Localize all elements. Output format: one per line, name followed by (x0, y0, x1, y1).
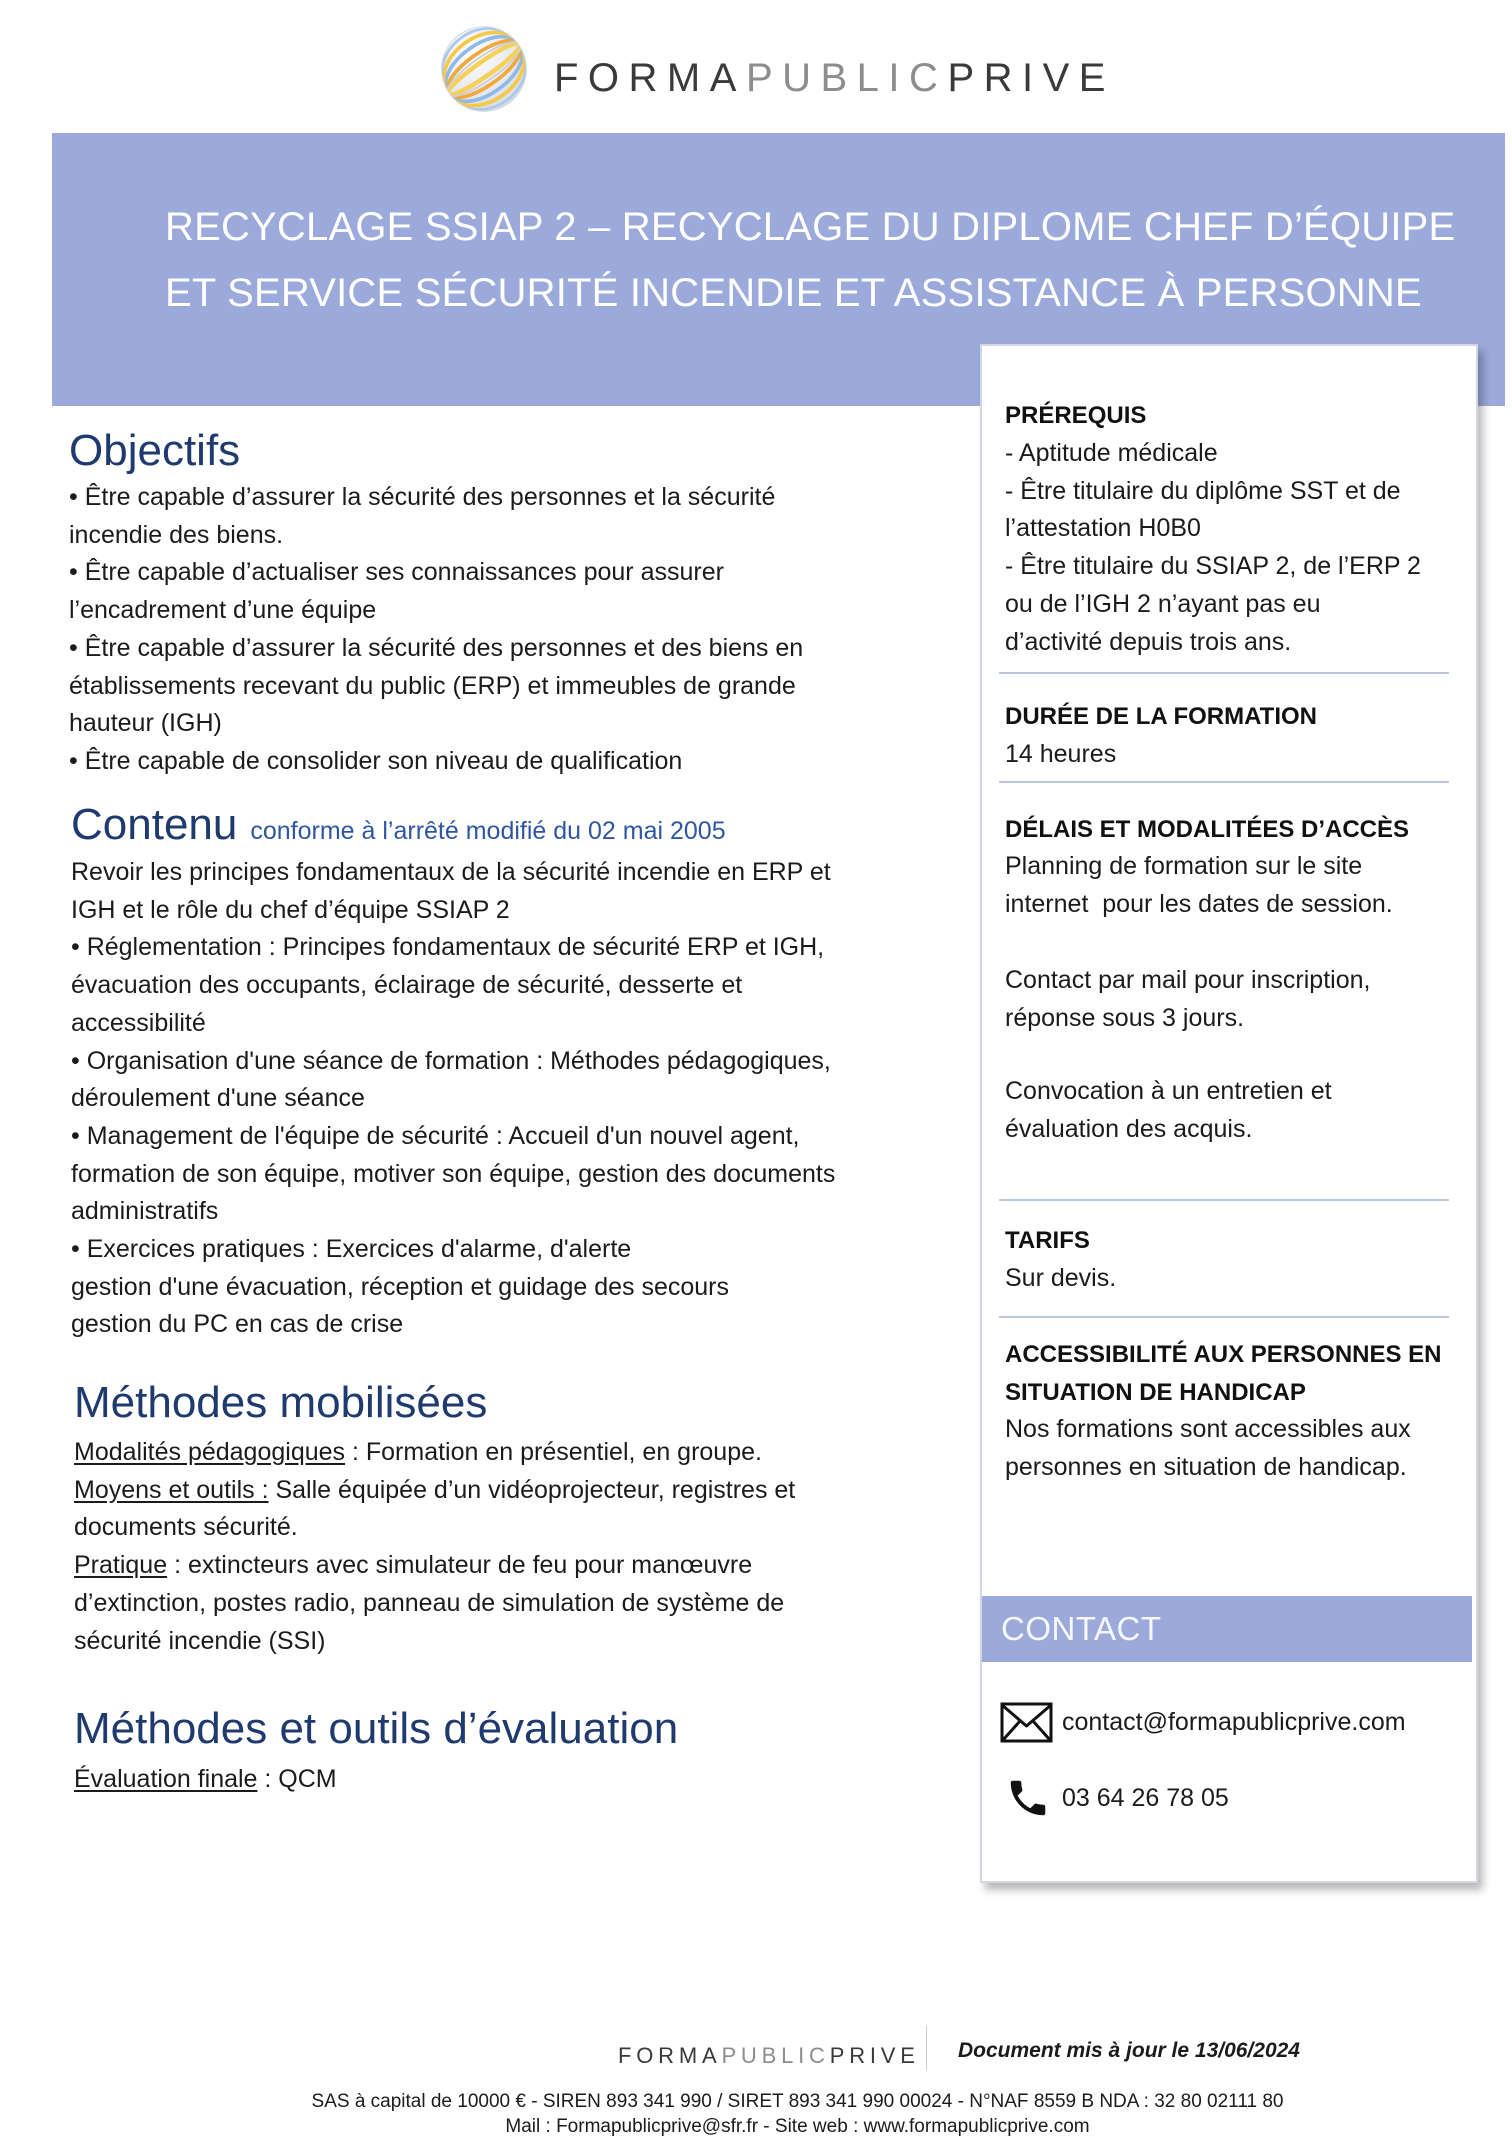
method-text: Salle équipée d’un vidéoprojecteur, registres et documents sécurité. (74, 1475, 796, 1542)
contenu-intro: Revoir les principes fondamentaux de la sécurité incendie en ERP et IGH et le rôle du chef d’équipe SSIAP 2 (71, 858, 831, 924)
list-item: • Être capable d’assurer la sécurité des personnes et la sécurité incendie des biens. (69, 483, 776, 549)
logo-part-forma: FORMA (618, 2043, 722, 2068)
legal-info: SAS à capital de 10000 € - SIREN 893 341 990 / SIRET 893 341 990 00024 - N°NAF 8559 B NDA : 32 80 02111 80 (311, 2091, 1284, 2112)
contenu-subheading: conforme à l’arrêté modifié du 02 mai 2005 (250, 817, 726, 845)
divider (999, 1316, 1449, 1318)
list-item (74, 1434, 795, 1472)
footer-separator (926, 2026, 927, 2070)
contenu-heading-row (71, 799, 726, 857)
contact-header-bar (982, 1596, 1472, 1662)
logo-part-forma: FORMA (554, 56, 746, 100)
list-item: • Être capable de consolider son niveau de qualification (69, 746, 683, 775)
methodes-list (74, 1434, 795, 1660)
list-item (74, 1472, 795, 1547)
method-text: : extincteurs avec simulateur de feu pour manœuvre d’extinction, postes radio, panneau de simulation de système de sécurité incendie (SSI) (74, 1551, 785, 1655)
accessibilite-text: Nos formations sont accessibles aux personnes en situation de handicap. (1005, 1415, 1411, 1481)
objectifs-list (69, 479, 803, 781)
brand-logo-text (554, 54, 1115, 102)
divider (999, 781, 1449, 783)
contact-phone: 03 64 26 78 05 (1062, 1784, 1229, 1812)
objectifs-heading: Objectifs (69, 426, 241, 475)
list-item: • Exercices pratiques : Exercices d'alarme, d'alerte gestion d'une évacuation, réception et guidage des secours gestion du PC en cas de crise (71, 1235, 730, 1339)
globe-logo-icon (438, 23, 530, 115)
phone-icon (1003, 1775, 1053, 1821)
envelope-icon (1000, 1702, 1053, 1743)
info-sidebar (980, 344, 1478, 1883)
footer-contact-line: Mail : Formapublicprive@sfr.fr - Site web : www.formapublicprive.com (505, 2116, 1090, 2137)
contact-email[interactable]: contact@formapublicprive.com (1062, 1708, 1406, 1736)
list-item: • Management de l'équipe de sécurité : Accueil d'un nouvel agent, formation de son équipe, motiver son équipe, gestion des documents administratifs (71, 1121, 836, 1226)
method-label: Moyens et outils : (74, 1475, 269, 1504)
evaluation-line (74, 1761, 337, 1799)
evaluation-heading: Méthodes et outils d’évaluation (74, 1704, 679, 1753)
contenu-heading: Contenu (71, 800, 238, 849)
method-label: Modalités pédagogiques (74, 1438, 346, 1466)
delais-contact-text: Contact par mail pour inscription, réponse sous 3 jours. (1005, 966, 1371, 1032)
delais-heading: DÉLAIS ET MODALITÉES D’ACCÈS (1005, 816, 1410, 843)
tarifs-heading: TARIFS (1005, 1227, 1090, 1254)
page-title: RECYCLAGE SSIAP 2 – RECYCLAGE DU DIPLOME CHEF D’ÉQUIPE ET SERVICE SÉCURITÉ INCENDIE ET ASSISTANCE À PERSONNE (165, 205, 1456, 315)
evaluation-text: : QCM (257, 1765, 337, 1793)
duree-text: 14 heures (1005, 740, 1117, 768)
divider (999, 1199, 1449, 1201)
footer-logo-text (618, 2043, 920, 2069)
logo-part-prive: PRIVE (947, 56, 1115, 100)
list-item (74, 1547, 795, 1660)
delais-convocation-text: Convocation à un entretien et évaluation des acquis. (1005, 1077, 1332, 1143)
prerequis-heading: PRÉREQUIS (1005, 402, 1147, 429)
evaluation-label: Évaluation finale (74, 1765, 258, 1793)
accessibilite-heading: ACCESSIBILITÉ AUX PERSONNES EN SITUATION DE HANDICAP (1005, 1341, 1442, 1406)
logo-part-public: PUBLIC (721, 2043, 830, 2068)
list-item: • Être capable d’actualiser ses connaissances pour assurer l’encadrement d’une équipe (69, 558, 724, 625)
prerequis-text: - Aptitude médicale - Être titulaire du diplôme SST et de l’attestation H0B0 - Être titulaire du SSIAP 2, de l’ERP 2 ou de l’IGH 2 n’ayant pas eu d’activité depuis trois ans. (1005, 439, 1421, 656)
update-date: Document mis à jour le 13/06/2024 (958, 2039, 1300, 2062)
list-item: • Réglementation : Principes fondamentaux de sécurité ERP et IGH, évacuation des occupants, éclairage de sécurité, desserte et accessibilité (71, 933, 825, 1037)
delais-planning-text: Planning de formation sur le site internet pour les dates de session. (1005, 852, 1393, 918)
list-item: • Être capable d’assurer la sécurité des personnes et des biens en établissements recevant du public (ERP) et immeubles de grande hauteur (IGH) (69, 633, 804, 738)
divider (999, 672, 1449, 674)
method-text: : Formation en présentiel, en groupe. (345, 1438, 762, 1466)
duree-heading: DURÉE DE LA FORMATION (1005, 703, 1317, 730)
method-label: Pratique (74, 1551, 168, 1580)
tarifs-text: Sur devis. (1005, 1264, 1117, 1292)
logo-part-prive: PRIVE (829, 2043, 920, 2068)
list-item: • Organisation d'une séance de formation : Méthodes pédagogiques, déroulement d'une séance (71, 1046, 831, 1113)
logo-part-public: PUBLIC (745, 56, 948, 100)
contact-heading: CONTACT (1001, 1610, 1162, 1647)
contenu-list (71, 854, 835, 1344)
methodes-heading: Méthodes mobilisées (74, 1378, 488, 1427)
